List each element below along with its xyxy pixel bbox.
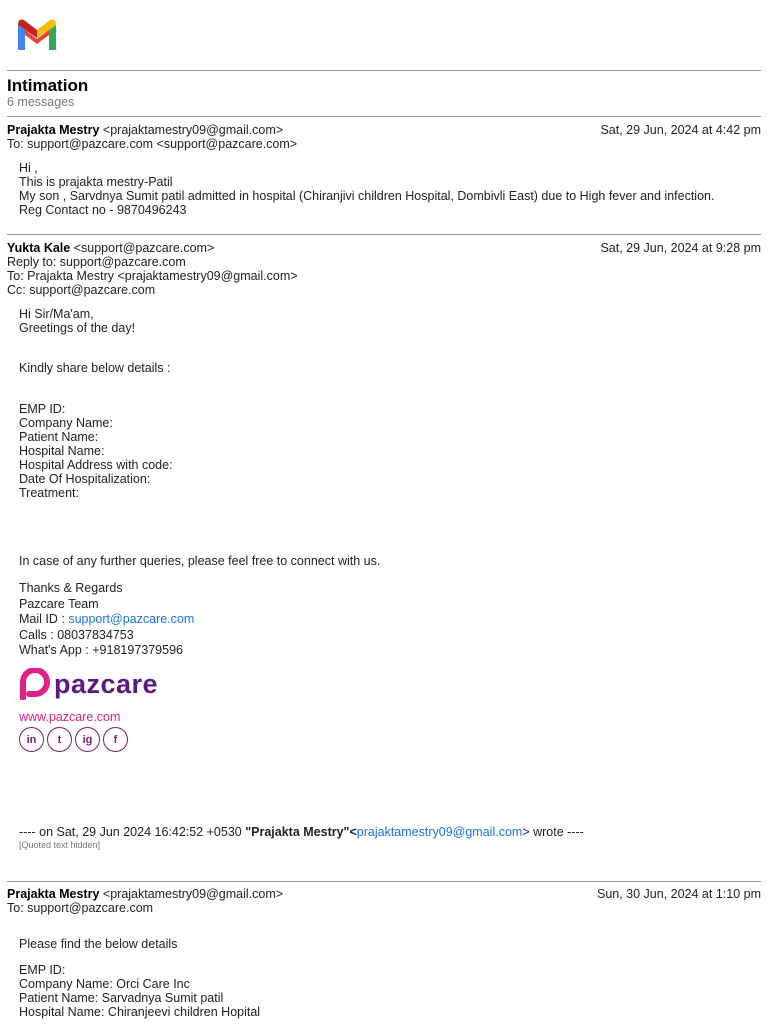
pazcare-logo-icon [19,668,51,700]
message-count: 6 messages [7,95,75,109]
details-field: Company Name: [19,416,113,430]
sender-email: <prajaktamestry09@gmail.com> [102,123,284,137]
details-field: Hospital Address with code: [19,458,173,472]
gmail-logo-icon [15,17,59,50]
sender-email: <support@pazcare.com> [73,241,215,255]
website-link[interactable]: www.pazcare.com [19,710,121,724]
message-header [7,123,761,151]
recipient-to: To: support@pazcare.com <support@pazcare.com> [7,137,298,151]
signature-line: What's App : +918197379596 [19,643,183,657]
mail-label: Mail ID : [19,612,69,626]
divider [7,116,761,117]
message-header [7,241,761,297]
sender-name: Prajakta Mestry [7,887,100,901]
body-line: My son , Sarvdnya Sumit patil admitted in hospital (Chiranjivi children Hospital, Dombivli East) due to High fever and infection. [19,189,715,203]
pazcare-wordmark: pazcare [54,668,159,699]
body-line: Kindly share below details : [19,361,171,375]
details-field: Date Of Hospitalization: [19,472,151,486]
message-body [19,307,758,335]
details-field: Company Name: Orci Care Inc [19,977,190,991]
signature [19,581,758,659]
quote-header [19,825,758,839]
message-date: Sun, 30 Jun, 2024 at 1:10 pm [596,887,761,901]
twitter-icon[interactable]: t [47,727,72,752]
message-body [19,161,758,217]
message-date: Sat, 29 Jun, 2024 at 4:42 pm [600,123,761,137]
sender-name: Yukta Kale [7,241,71,255]
quote-email-link[interactable]: prajaktamestry09@gmail.com [356,825,523,839]
quote-suffix: > wrote ---- [522,825,584,839]
social-links [19,727,128,752]
signature-line: Pazcare Team [19,596,99,611]
body-line: This is prajakta mestry-Patil [19,175,173,189]
quote-name: "Prajakta Mestry"< [245,825,357,839]
details-field: EMP ID: [19,402,66,416]
details-field-list [19,402,758,500]
quoted-text-hidden[interactable]: [Quoted text hidden] [19,840,101,850]
body-line: In case of any further queries, please feel free to connect with us. [19,554,381,568]
signature-mail [19,612,758,628]
quote-prefix: ---- on Sat, 29 Jun 2024 16:42:52 +0530 [19,825,246,839]
details-field: Hospital Name: Chiranjeevi children Hopital [19,1005,261,1019]
divider [7,234,761,235]
recipient-to: To: Prajakta Mestry <prajaktamestry09@gmail.com> [7,269,298,283]
body-line: Hi , [19,161,38,175]
sender-name: Prajakta Mestry [7,123,100,137]
message-header [7,887,761,915]
recipient-to: To: support@pazcare.com [7,901,154,915]
support-email-link[interactable]: support@pazcare.com [68,612,195,626]
details-field: EMP ID: [19,963,66,977]
body-line: Please find the below details [19,937,178,951]
recipient-cc: Cc: support@pazcare.com [7,283,156,297]
instagram-icon[interactable]: ig [75,727,100,752]
body-line: Reg Contact no - 9870496243 [19,203,187,217]
thread-title: Intimation [7,76,89,95]
message-date: Sat, 29 Jun, 2024 at 9:28 pm [600,241,761,255]
sender-email: <prajaktamestry09@gmail.com> [102,887,284,901]
pazcare-logo [19,668,158,700]
details-field: Patient Name: [19,430,99,444]
body-line: Hi Sir/Ma'am, [19,307,94,321]
details-field: Hospital Name: [19,444,105,458]
signature-line: Calls : 08037834753 [19,627,134,642]
details-field: Patient Name: Sarvadnya Sumit patil [19,991,224,1005]
divider [7,881,761,882]
reply-to: Reply to: support@pazcare.com [7,255,186,269]
linkedin-icon[interactable]: in [19,727,44,752]
details-field-list [19,963,758,1019]
facebook-icon[interactable]: f [103,727,128,752]
divider [7,70,761,71]
signature-line: Thanks & Regards [19,581,123,595]
body-line: Greetings of the day! [19,321,136,335]
details-field: Treatment: [19,486,79,500]
